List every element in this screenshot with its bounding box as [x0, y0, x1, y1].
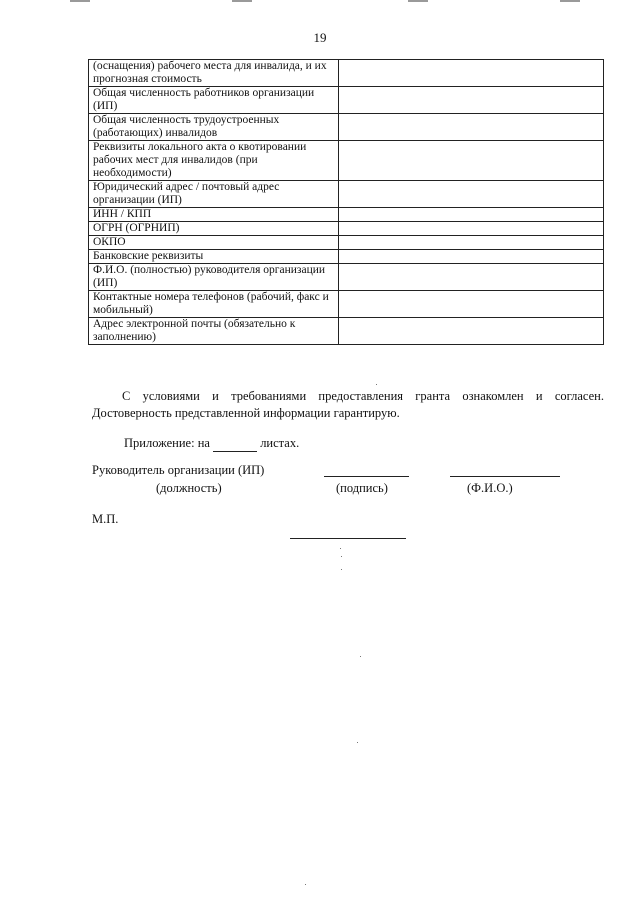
row-value-cell[interactable]	[339, 250, 604, 264]
table-row	[89, 250, 604, 264]
attachment-line	[124, 436, 299, 452]
row-label: Банковские реквизиты	[89, 250, 339, 264]
row-label: Общая численность трудоустроенных (работающих) инвалидов	[89, 114, 339, 141]
table-row	[89, 291, 604, 318]
agreement-statement: С условиями и требованиями предоставления гранта ознакомлен и согласен. Достоверность представленной информации гарантирую.	[92, 389, 604, 420]
signature-caption: (подпись)	[336, 481, 388, 495]
row-label: (оснащения) рабочего места для инвалида, и их прогнозная стоимость	[89, 60, 339, 87]
row-value-cell[interactable]	[339, 141, 604, 181]
row-label: Общая численность работников организации (ИП)	[89, 87, 339, 114]
table-row	[89, 60, 604, 87]
row-value-cell[interactable]	[339, 222, 604, 236]
row-value-cell[interactable]	[339, 208, 604, 222]
scan-speck	[341, 556, 342, 557]
applicant-info-table	[88, 59, 604, 345]
name-blank-line[interactable]	[450, 476, 560, 477]
attachment-suffix: листах.	[260, 436, 300, 450]
row-label: Адрес электронной почты (обязательно к заполнению)	[89, 318, 339, 345]
row-value-cell[interactable]	[339, 87, 604, 114]
signature-blank-line[interactable]	[324, 476, 409, 477]
stamp-blank-line[interactable]	[290, 538, 406, 539]
table-row	[89, 181, 604, 208]
row-value-cell[interactable]	[339, 236, 604, 250]
table-row	[89, 264, 604, 291]
row-value-cell[interactable]	[339, 60, 604, 87]
row-label: ОГРН (ОГРНИП)	[89, 222, 339, 236]
row-label: Ф.И.О. (полностью) руководителя организации (ИП)	[89, 264, 339, 291]
row-label: Юридический адрес / почтовый адрес организации (ИП)	[89, 181, 339, 208]
table-row	[89, 318, 604, 345]
page-number: 19	[313, 30, 327, 45]
row-label: ИНН / КПП	[89, 208, 339, 222]
scan-speck	[376, 384, 377, 385]
table-row	[89, 236, 604, 250]
scan-speck	[341, 569, 342, 570]
table-row	[89, 114, 604, 141]
table-row	[89, 208, 604, 222]
attachment-prefix: Приложение: на	[124, 436, 210, 450]
row-value-cell[interactable]	[339, 181, 604, 208]
row-value-cell[interactable]	[339, 291, 604, 318]
row-label: ОКПО	[89, 236, 339, 250]
scan-speck	[357, 742, 358, 743]
scan-artifact	[560, 0, 580, 2]
head-label: Руководитель организации (ИП)	[92, 463, 265, 477]
row-value-cell[interactable]	[339, 318, 604, 345]
stamp-label: М.П.	[92, 512, 119, 526]
row-label: Контактные номера телефонов (рабочий, факс и мобильный)	[89, 291, 339, 318]
row-label: Реквизиты локального акта о квотировании рабочих мест для инвалидов (при необходимости)	[89, 141, 339, 181]
table-row	[89, 141, 604, 181]
row-value-cell[interactable]	[339, 114, 604, 141]
scan-artifact	[408, 0, 428, 2]
name-caption: (Ф.И.О.)	[467, 481, 513, 495]
scan-speck	[360, 656, 361, 657]
scan-speck	[305, 884, 306, 885]
position-caption: (должность)	[156, 481, 222, 495]
table-row	[89, 222, 604, 236]
table-row	[89, 87, 604, 114]
attachment-pages-blank[interactable]	[213, 436, 257, 452]
scan-artifact	[232, 0, 252, 2]
row-value-cell[interactable]	[339, 264, 604, 291]
scan-artifact	[70, 0, 90, 2]
scan-speck	[340, 548, 341, 549]
